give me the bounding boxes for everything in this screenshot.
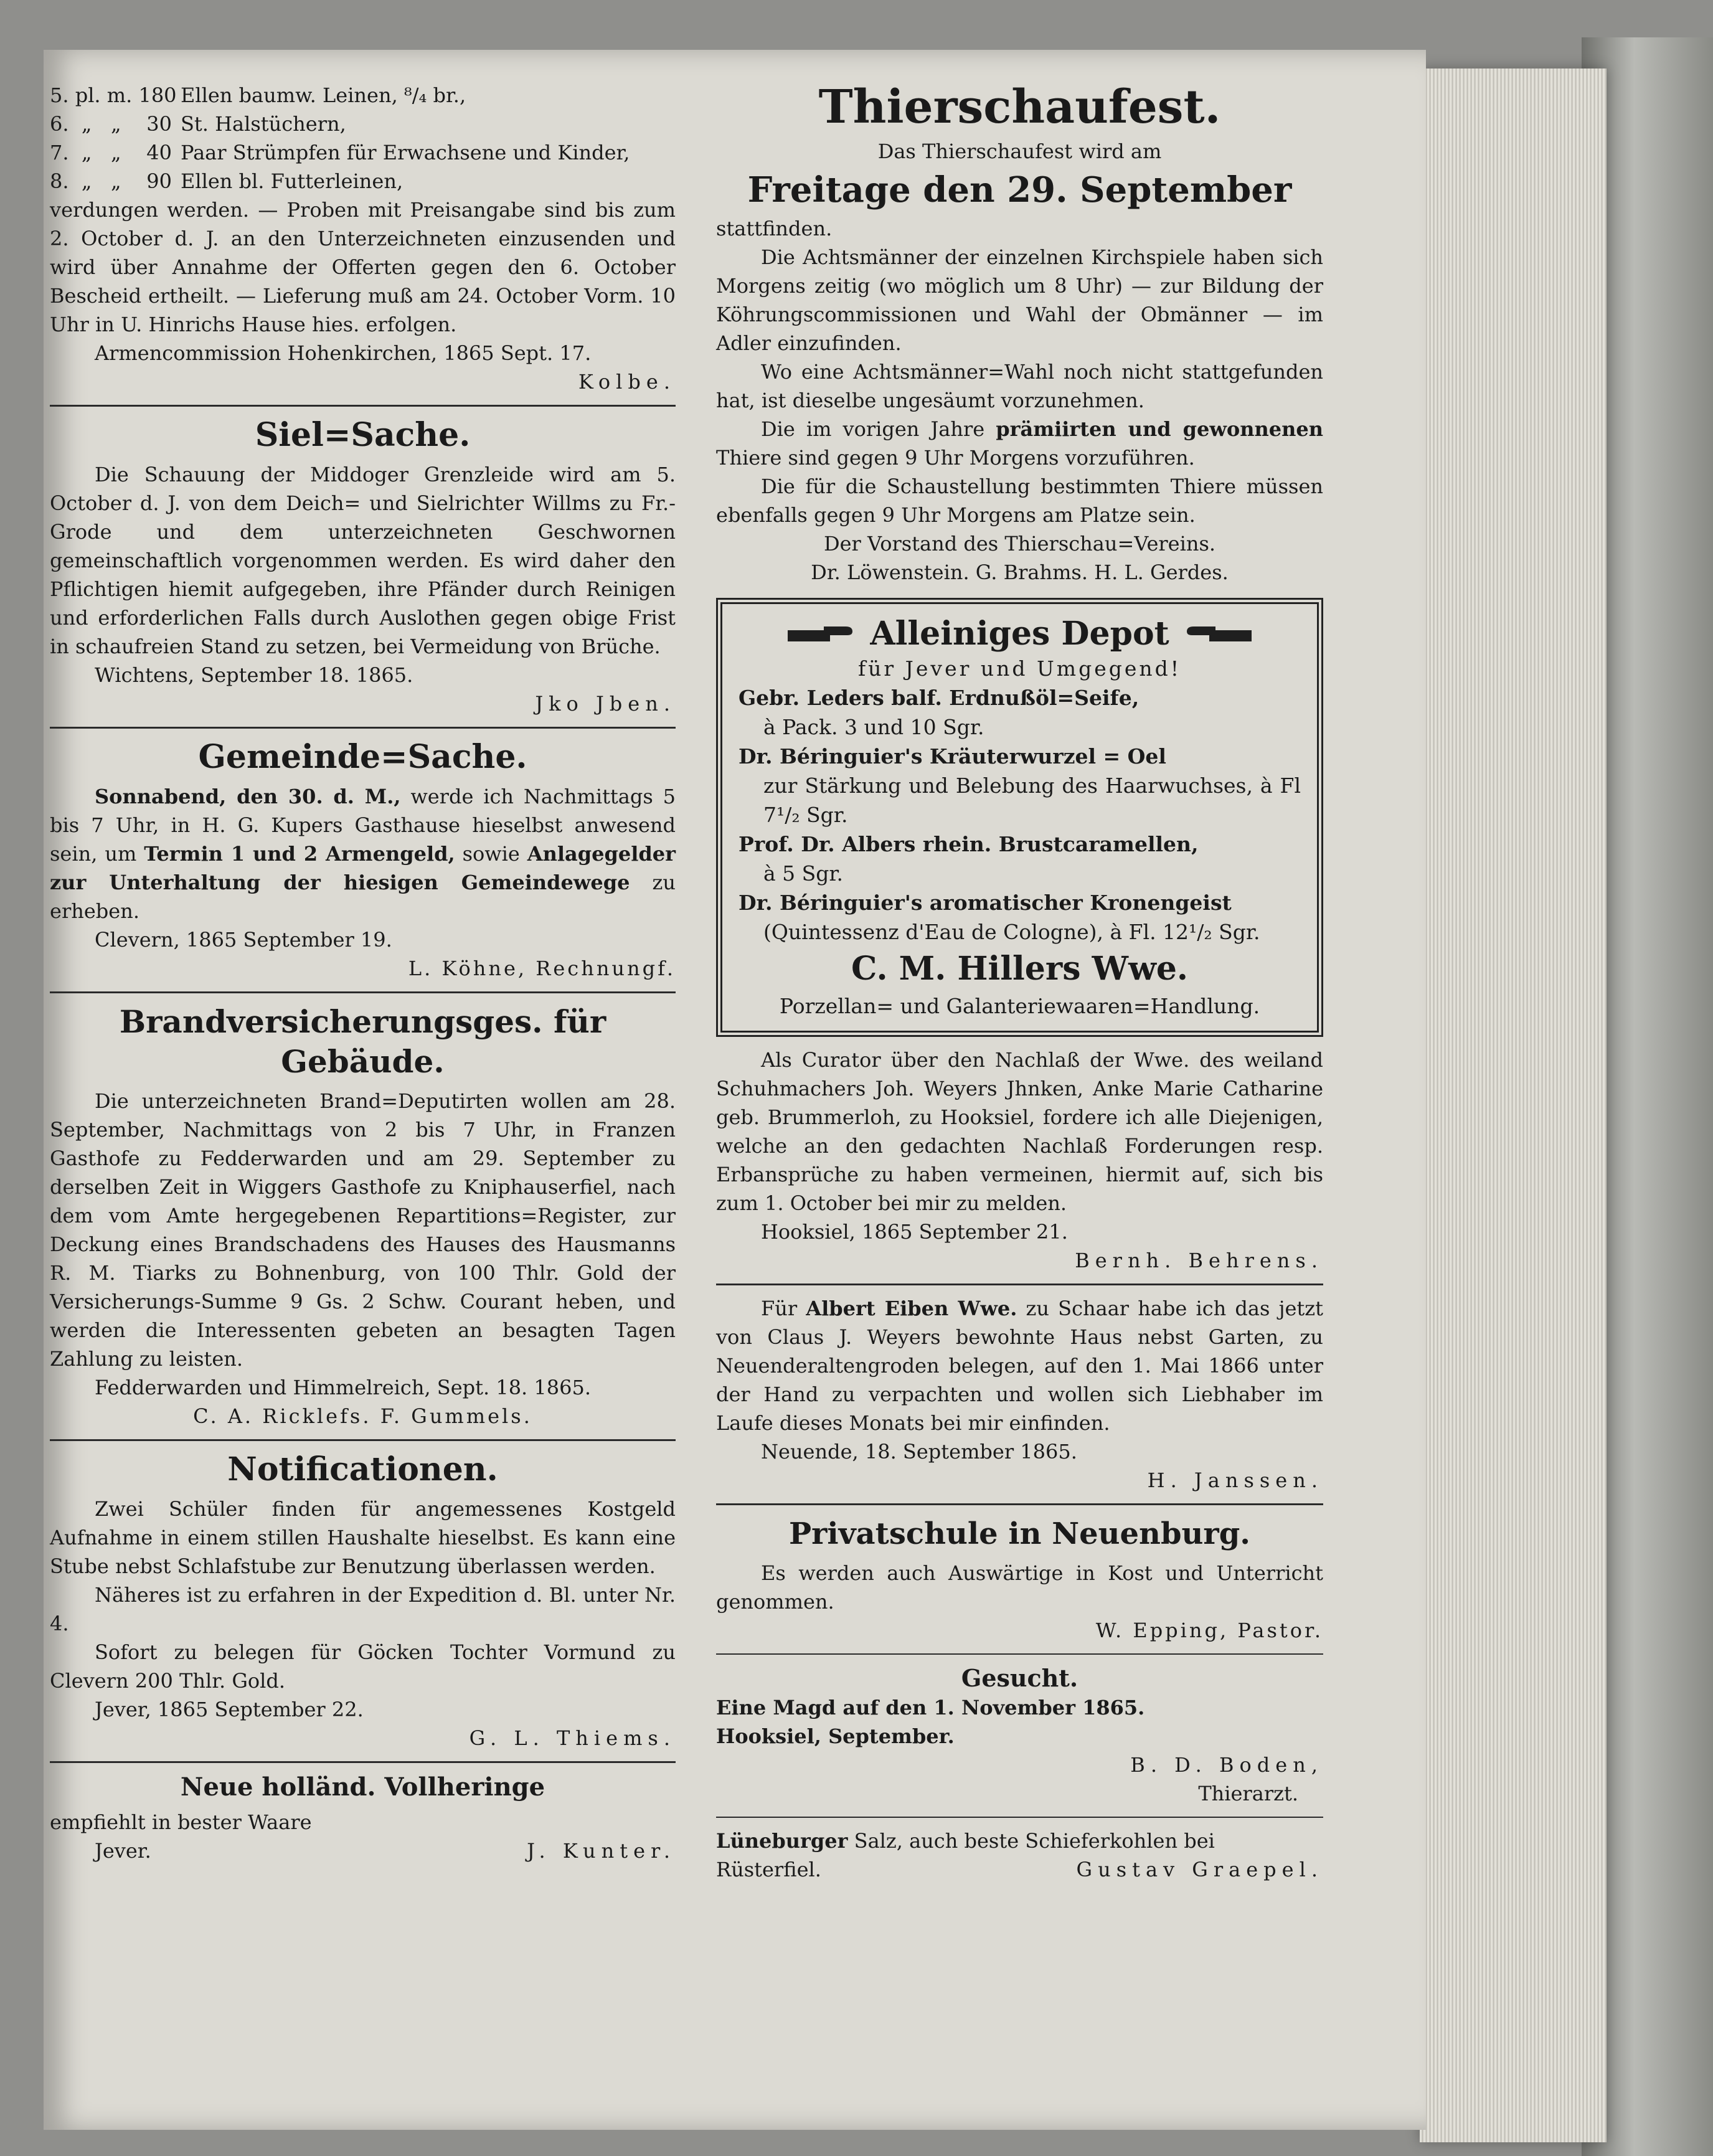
brand-body: Die unterzeichneten Brand=Deputirten wollen am 28. September, Nachmittags von 2 bis 7 Uhr, in Franzen Gasthofe zu Fedderwarden und am 29. September zu derselben Zeit in Wiggers Gasthofe zu Kniphauserfiel, nach dem vom Amte hergegebenen Repartitions=Register, zur Deckung eines Brandschadens des Hauses des Hausmanns R. M. Tiarks zu Bohnenburg, von 100 Thlr. Gold der Versicherungs-Summe 9 Gs. 2 Schw. Courant heben, und werden die Interessenten gebeten an besagten Tagen Zahlung zu leisten. [50, 1089, 676, 1371]
divider [50, 1761, 676, 1763]
depot-item-4-detail: (Quintessenz d'Eau de Cologne), à Fl. 12¹/₂ Sgr. [763, 920, 1260, 944]
notif-signature: G. L. Thiems. [469, 1726, 676, 1750]
depot-item-3: Prof. Dr. Albers rhein. Brustcaramellen, [739, 832, 1199, 856]
curator-signature: Bernh. Behrens. [1075, 1249, 1323, 1272]
salz-signature: Gustav Graepel. [1076, 1858, 1323, 1881]
gesucht-body: Eine Magd auf den 1. November 1865. [716, 1696, 1145, 1719]
divider [716, 1653, 1323, 1655]
thier-paragraph-2: Wo eine Achtsmänner=Wahl noch nicht stattgefunden hat, ist dieselbe ungesäumt vorzunehmen. [716, 360, 1323, 412]
armen-date: Armencommission Hohenkirchen, 1865 Sept. 17. [95, 341, 592, 365]
salz-place: Rüsterfiel. [716, 1858, 821, 1881]
divider [716, 1503, 1323, 1505]
divider [50, 1439, 676, 1441]
notif-title: Notificationen. [227, 1450, 498, 1488]
gemeinde-body: Sonnabend, den 30. d. M., werde ich Nachmittags 5 bis 7 Uhr, in H. G. Kupers Gasthause hieselbst anwesend sein, um Termin 1 und 2 Armengeld, sowie Anlagegelder zur Unterhaltung der hiesigen Gemeindewege zu erheben. [50, 785, 676, 923]
curator-body: Als Curator über den Nachlaß der Wwe. des weiland Schuhmachers Joh. Weyers Jhnken, Anke Marie Catharine geb. Brummerloh, zu Hooksiel, fordere ich alle Diejenigen, welche an den gedachten Nachlaß Forderungen resp. Erbansprüche zu haben vermeinen, hiermit auf, sich bis zum 1. October bei mir zu melden. [716, 1048, 1323, 1215]
heringe-title: Neue holländ. Vollheringe [180, 1772, 545, 1802]
salz-footer [716, 1855, 1323, 1884]
brand-signature: C. A. Ricklefs. F. Gummels. [193, 1404, 532, 1428]
divider [716, 1284, 1323, 1285]
gemeinde-title: Gemeinde=Sache. [198, 738, 527, 776]
thier-statt: stattfinden. [716, 217, 833, 240]
siel-title: Siel=Sache. [255, 416, 471, 454]
thier-title: Thierschaufest. [818, 80, 1221, 134]
siel-signature: Jko Jben. [535, 692, 676, 716]
depot-header [739, 614, 1301, 654]
list-item: 7. „ „ 40 Paar Strümpfen für Erwachsene und Kinder, [50, 141, 630, 164]
armen-body: verdungen werden. — Proben mit Preisangabe sind bis zum 2. October d. J. an den Unterzeichneten einzusenden und wird über Annahme der Offerten gegen den 6. October Bescheid ertheilt. — Lieferung muß am 24. October Vorm. 10 Uhr in U. Hinrichs Hause hies. erfolgen. [50, 198, 676, 336]
depot-item-3-price: à 5 Sgr. [763, 861, 844, 886]
list-item: 8. „ „ 90 Ellen bl. Futterleinen, [50, 169, 403, 193]
heringe-signature: J. Kunter. [527, 1839, 676, 1863]
pointing-hand-right-icon [786, 622, 855, 646]
thier-paragraph-4: Die für die Schaustellung bestimmten Thiere müssen ebenfalls gegen 9 Uhr Morgens am Platze sein. [716, 475, 1323, 527]
thier-vorstand: Der Vorstand des Thierschau=Vereins. [823, 532, 1216, 556]
depot-advert-frame [716, 598, 1323, 1037]
schule-signature: W. Epping, Pastor. [1095, 1619, 1323, 1642]
order-list [50, 81, 676, 196]
gesucht-title: Gesucht. [961, 1664, 1078, 1692]
schule-title: Privatschule in Neuenburg. [789, 1516, 1250, 1551]
siel-body: Die Schauung der Middoger Grenzleide wird am 5. October d. J. von dem Deich= und Sielrichter Willms zu Fr.-Grode und dem unterzeichneten Geschwornen gemeinschaftlich vorgenommen werden. Es wird daher den Pflichtigen hiemit aufgegeben, ihre Pfänder durch Reinigen und erforderlichen Falls durch Auslothen gegen obige Frist in schaufreien Stand zu setzen, bei Vermeidung von Brüche. [50, 463, 676, 658]
depot-item-2-detail: zur Stärkung und Belebung des Haarwuchses, à Fl 7¹/₂ Sgr. [763, 773, 1301, 827]
depot-item-2: Dr. Béringuier's Kräuterwurzel = Oel [739, 744, 1166, 768]
gemeinde-signature: L. Köhne, Rechnungf. [408, 957, 676, 980]
depot-subtitle: für Jever und Umgegend! [857, 656, 1182, 681]
depot-title: Alleiniges Depot [870, 615, 1169, 653]
pacht-body: Für Albert Eiben Wwe. zu Schaar habe ich das jetzt von Claus J. Weyers bewohnte Haus nebst Garten, zu Neuenderaltengroden belegen, auf den 1. Mai 1866 unter der Hand zu verpachten und wollen sich Liebhaber im Laufe dieses Monats bei mir einfinden. [716, 1297, 1324, 1435]
depot-firm: C. M. Hillers Wwe. [851, 950, 1189, 988]
divider [716, 1817, 1323, 1818]
divider [50, 405, 676, 407]
depot-item-1-price: à Pack. 3 und 10 Sgr. [763, 715, 984, 739]
page-edges [1420, 69, 1607, 2142]
pacht-signature: H. Janssen. [1147, 1468, 1323, 1492]
thier-intro: Das Thierschaufest wird am [877, 139, 1162, 163]
salz-body: Lüneburger Salz, auch beste Schieferkohlen bei [716, 1829, 1215, 1853]
brand-date: Fedderwarden und Himmelreich, Sept. 18. 1865. [95, 1376, 591, 1399]
heringe-footer [50, 1837, 676, 1865]
depot-item-1: Gebr. Leders balf. Erdnußöl=Seife, [739, 686, 1140, 710]
armen-signature: Kolbe. [578, 370, 676, 394]
thier-paragraph-3: Die im vorigen Jahre prämiirten und gewonnenen Thiere sind gegen 9 Uhr Morgens vorzuführen. [716, 417, 1323, 470]
thier-date: Freitage den 29. September [747, 169, 1292, 210]
depot-firm-subtitle: Porzellan= und Galanteriewaaren=Handlung. [779, 994, 1260, 1018]
left-column [50, 81, 676, 1865]
pointing-hand-left-icon [1184, 622, 1253, 646]
notif-date: Jever, 1865 September 22. [95, 1698, 364, 1721]
siel-date: Wichtens, September 18. 1865. [95, 663, 413, 687]
divider [50, 727, 676, 729]
divider [50, 991, 676, 993]
list-item: 6. „ „ 30 St. Halstüchern, [50, 112, 346, 136]
heringe-place: Jever. [95, 1839, 151, 1863]
brand-title: Brandversicherungsges. für Gebäude. [119, 1003, 606, 1080]
gesucht-signature-title: Thierarzt. [1198, 1782, 1298, 1805]
thier-paragraph-1: Die Achtsmänner der einzelnen Kirchspiele haben sich Morgens zeitig (wo möglich um 8 Uhr) — zur Bildung der Köhrungscommissionen und Wahl der Obmänner — im Adler einzufinden. [716, 245, 1323, 355]
gesucht-signature: B. D. Boden, [1130, 1753, 1323, 1777]
right-column [716, 81, 1323, 1884]
thier-names: Dr. Löwenstein. G. Brahms. H. L. Gerdes. [811, 560, 1229, 584]
list-item: 5. pl. m. 180 Ellen baumw. Leinen, ⁸/₄ br., [50, 83, 466, 107]
gesucht-place: Hooksiel, September. [716, 1724, 955, 1748]
notif-details: Näheres ist zu erfahren in der Expedition d. Bl. unter Nr. 4. [50, 1583, 676, 1635]
schule-body: Es werden auch Auswärtige in Kost und Unterricht genommen. [716, 1561, 1323, 1614]
curator-date: Hooksiel, 1865 September 21. [761, 1220, 1068, 1244]
heringe-body: empfiehlt in bester Waare [50, 1810, 312, 1834]
depot-item-4: Dr. Béringuier's aromatischer Kronengeist [739, 891, 1232, 915]
pacht-date: Neuende, 18. September 1865. [761, 1440, 1077, 1463]
gemeinde-date: Clevern, 1865 September 19. [95, 928, 392, 952]
notif-offer: Sofort zu belegen für Göcken Tochter Vormund zu Clevern 200 Thlr. Gold. [50, 1640, 676, 1693]
notif-body: Zwei Schüler finden für angemessenes Kostgeld Aufnahme in einem stillen Haushalte hieselbst. Es kann eine Stube nebst Schlafstube zur Benutzung überlassen werden. [50, 1497, 676, 1578]
